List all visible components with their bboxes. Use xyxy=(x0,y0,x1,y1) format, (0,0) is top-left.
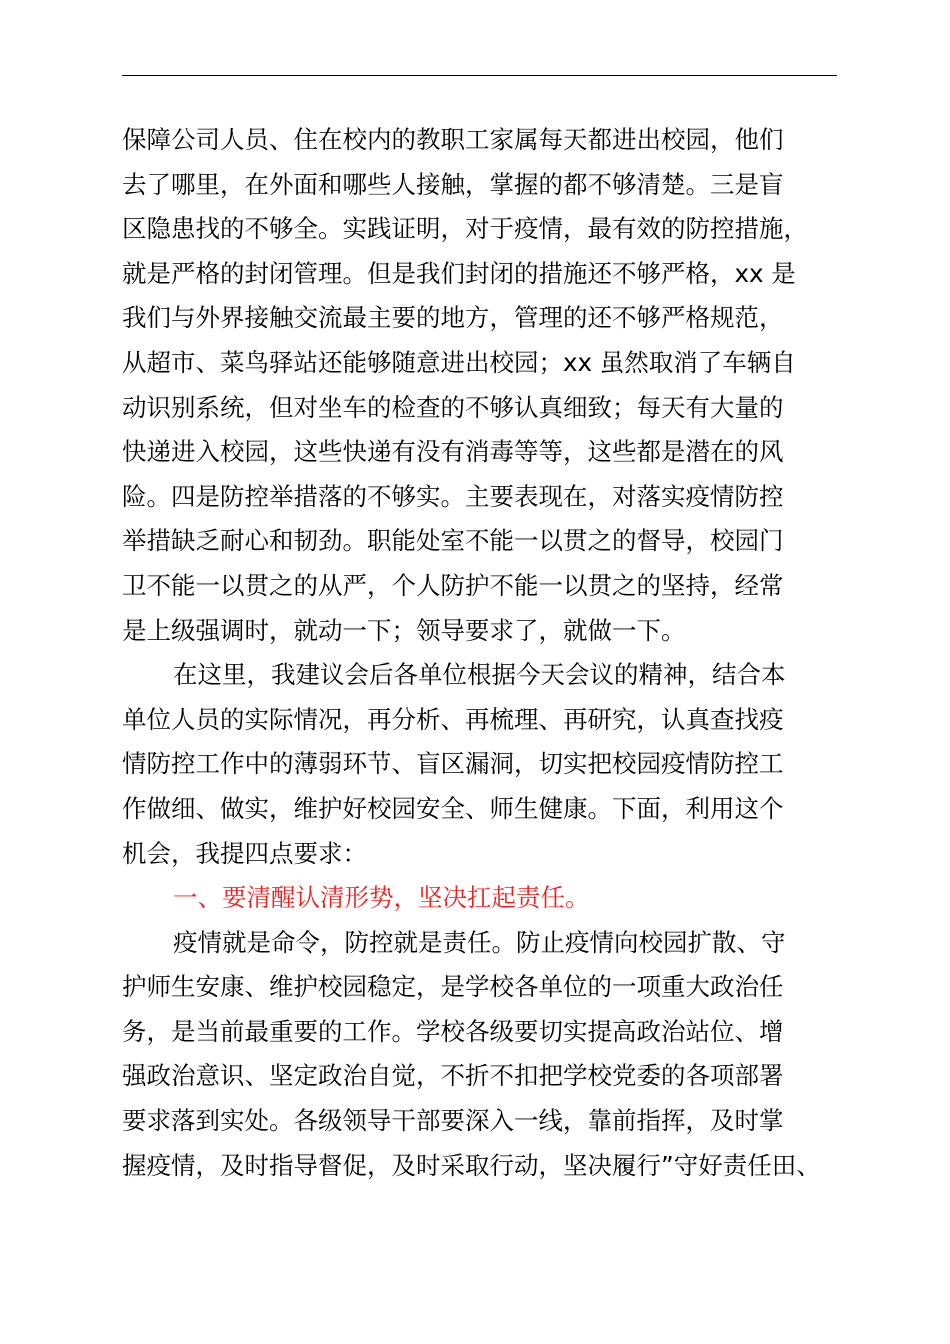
text-line: 去了哪里，在外面和哪些人接触，掌握的都不够清楚。三是盲 xyxy=(122,169,784,199)
text-line: 我们与外界接触交流最主要的地方，管理的还不够严格规范， xyxy=(122,303,784,333)
text-line: 险。四是防控举措落的不够实。主要表现在，对落实疫情防控 xyxy=(122,481,784,511)
text-line: 举措缺乏耐心和韧劲。职能处室不能一以贯之的督导，校园门 xyxy=(122,526,784,556)
text-line: 情防控工作中的薄弱环节、盲区漏洞，切实把校园疫情防控工 xyxy=(122,749,784,779)
section-heading: 一、要清醒认清形势，坚决扛起责任。 xyxy=(173,883,590,913)
text-line: 单位人员的实际情况，再分析、再梳理、再研究，认真查找疫 xyxy=(122,704,784,734)
text-line: 快递进入校园，这些快递有没有消毒等等，这些都是潜在的风 xyxy=(122,437,784,467)
document-body xyxy=(122,118,852,1188)
text-line: 机会，我提四点要求： xyxy=(122,838,367,868)
text-line: 动识别系统，但对坐车的检查的不够认真细致；每天有大量的 xyxy=(122,392,784,422)
paragraph-2 xyxy=(122,653,852,876)
text-line: 保障公司人员、住在校内的教职工家属每天都进出校园，他们 xyxy=(122,125,784,154)
text-line: 是上级强调时，就动一下；领导要求了，就做一下。 xyxy=(122,615,686,645)
text-line: 卫不能一以贯之的从严，个人防护不能一以贯之的坚持，经常 xyxy=(122,570,784,600)
text-line: 疫情就是命令，防控就是责任。防止疫情向校园扩散、守 xyxy=(173,927,786,957)
text-line: 作做细、做实，维护好校园安全、师生健康。下面，利用这个 xyxy=(122,793,784,823)
text-line: 握疫情，及时指导督促，及时采取行动，坚决履行”守好责任田、 xyxy=(122,1150,821,1180)
text-line: 就是严格的封闭管理。但是我们封闭的措施还不够严格，xx 是 xyxy=(122,258,796,288)
paragraph-1 xyxy=(122,118,852,653)
text-line: 从超市、菜鸟驿站还能够随意进出校园；xx 虽然取消了车辆自 xyxy=(122,347,796,377)
header-rule xyxy=(122,75,837,76)
text-line: 护师生安康、维护校园稳定，是学校各单位的一项重大政治任 xyxy=(122,972,784,1002)
paragraph-3 xyxy=(122,921,852,1189)
text-line: 要求落到实处。各级领导干部要深入一线，靠前指挥，及时掌 xyxy=(122,1106,784,1136)
text-line: 务，是当前最重要的工作。学校各级要切实提高政治站位、增 xyxy=(122,1016,784,1046)
text-line: 在这里，我建议会后各单位根据今天会议的精神，结合本 xyxy=(173,660,786,690)
text-line: 区隐患找的不够全。实践证明，对于疫情，最有效的防控措施， xyxy=(122,214,808,244)
text-line: 强政治意识、坚定政治自觉，不折不扣把学校党委的各项部署 xyxy=(122,1061,784,1091)
